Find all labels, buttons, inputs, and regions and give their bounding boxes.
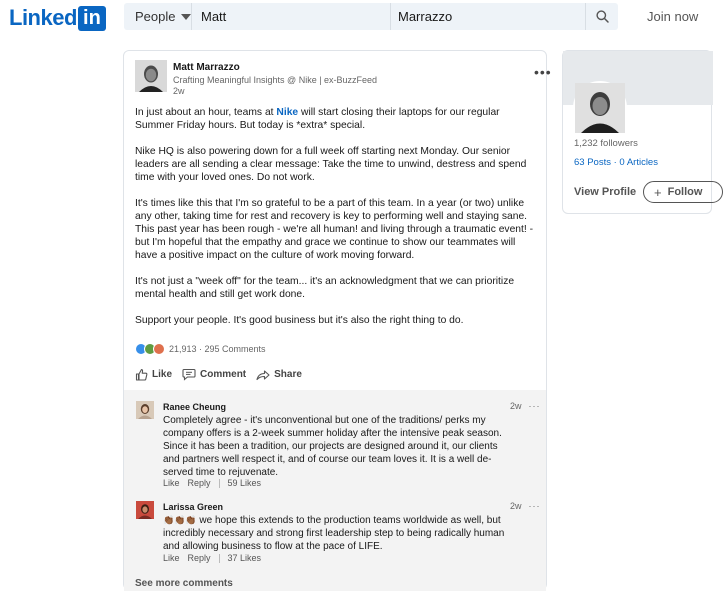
post-paragraph: Nike HQ is also powering down for a full week off starting next Monday. Our senior leaders are all sending a clear message: Take the time to unwind, destress and spend time with your loved ones. Do not work. <box>135 146 527 183</box>
social-counts[interactable]: 21,913 · 295 Comments <box>135 343 266 355</box>
commenter-photo-icon <box>136 401 154 419</box>
comments-section <box>124 390 546 591</box>
share-button-label: Share <box>274 368 302 380</box>
clapping-hands-emoji: 👏🏾👏🏾👏🏾 <box>163 515 197 525</box>
comment-more-icon[interactable]: ··· <box>528 501 541 511</box>
company-mention-link[interactable]: Nike <box>276 107 299 118</box>
post-card <box>123 50 552 590</box>
comment-button[interactable] <box>182 368 246 381</box>
author-name[interactable]: Matt Marrazzo <box>173 62 240 73</box>
followers-count: 1,232 followers <box>574 138 638 149</box>
caret-down-icon <box>181 14 191 20</box>
post-paragraph: It's not just a "week off" for the team... it's an acknowledgment that we can prioritize mental health and still get work done. <box>135 276 515 300</box>
profile-card <box>562 50 712 214</box>
articles-link[interactable]: 0 Articles <box>619 157 658 168</box>
see-more-comments-link[interactable]: See more comments <box>135 578 233 589</box>
share-arrow-icon <box>256 368 270 381</box>
divider <box>219 554 220 563</box>
comment-text: 👏🏾👏🏾👏🏾 we hope this extends to the production teams worldwide as well, but incredibly necessary and strong first leadership step to being radically human and allowing business to flow at the pace of LIFE. <box>163 515 505 552</box>
comments-count[interactable]: 295 Comments <box>204 344 266 354</box>
comment-more-icon[interactable]: ··· <box>528 401 541 411</box>
top-nav-bar <box>0 0 700 40</box>
comment-actions <box>163 553 261 563</box>
comment-actions <box>163 478 261 488</box>
post-header <box>135 60 552 100</box>
linkedin-logo[interactable] <box>9 5 106 31</box>
comment-like-button[interactable]: Like <box>163 553 180 563</box>
author-photo-icon <box>135 60 167 92</box>
love-reaction-icon <box>153 343 165 355</box>
post-paragraph: Support your people. It's good business but it's also the right thing to do. <box>135 315 464 326</box>
post-age: 2w <box>173 86 185 96</box>
last-name-input[interactable]: Marrazzo <box>398 9 453 24</box>
comment-item <box>135 401 541 491</box>
comment-age: 2w ··· <box>510 401 541 411</box>
comment-button-label: Comment <box>200 368 247 380</box>
commenter-avatar[interactable] <box>136 501 154 519</box>
people-search-bar <box>124 3 618 30</box>
profile-avatar[interactable] <box>573 81 627 135</box>
thumbs-up-icon <box>135 368 148 381</box>
comment-icon <box>182 368 196 381</box>
comment-age: 2w ··· <box>510 501 541 511</box>
logo-text: Linked <box>9 5 77 30</box>
post-paragraph: In just about an hour, teams at Nike will start closing their laptops for our regular Summer Friday hours. But today is *extra* special. <box>135 107 500 131</box>
follow-button-label: Follow <box>667 186 703 198</box>
like-button[interactable] <box>135 368 172 381</box>
commenter-photo-icon <box>136 501 154 519</box>
profile-photo-icon <box>575 83 625 133</box>
like-button-label: Like <box>152 368 173 380</box>
search-icon <box>596 10 609 23</box>
comment-reply-button[interactable]: Reply <box>187 553 211 563</box>
author-avatar[interactable] <box>135 60 167 92</box>
comment-text: Completely agree - it's unconventional but one of the traditions/ perks my company offers is a 2-week summer holiday after the intensive peak season. Since it has been a tradition, our projects are designed around it, our clients and partners well respect it, and of course our team loves it. It is a well de-served time to rejuvenate. <box>163 415 502 478</box>
share-button[interactable] <box>256 368 302 381</box>
posts-link[interactable]: 63 Posts <box>574 157 611 168</box>
follow-button[interactable] <box>643 181 723 203</box>
view-profile-button[interactable]: View Profile <box>574 186 637 198</box>
comment-likes-count[interactable]: 59 Likes <box>227 478 262 488</box>
commenter-name[interactable]: Larissa Green <box>163 502 224 512</box>
reactions-count[interactable]: 21,913 <box>169 344 197 354</box>
comment-like-button[interactable]: Like <box>163 478 180 488</box>
divider <box>219 479 220 488</box>
logo-in-badge: in <box>78 6 106 31</box>
search-filter-dropdown[interactable] <box>124 3 192 30</box>
comment-item <box>135 501 541 571</box>
search-filter-label: People <box>135 9 176 24</box>
post-body <box>135 106 539 340</box>
plus-icon: + <box>654 184 662 200</box>
comment-likes-count[interactable]: 37 Likes <box>227 553 262 563</box>
post-actions <box>135 365 312 383</box>
join-now-link[interactable]: Join now <box>647 9 699 24</box>
more-options-icon[interactable]: ••• <box>534 64 552 80</box>
profile-stats: 63 Posts · 0 Articles <box>574 157 658 168</box>
search-button[interactable] <box>585 3 618 30</box>
post-paragraph: It's times like this that I'm so grateful to be a part of this team. In a year (or two) unlike any other, taking time for rest and recovery is key to performing well and staying sane. This past year has been rough - we're all human! and living through a traumatic event! - but I'm hopeful that the empathy and grace we continue to show our teammates will have a positive impact on the culture of work moving forward. <box>135 198 534 261</box>
first-name-input[interactable]: Matt <box>192 3 391 30</box>
commenter-avatar[interactable] <box>136 401 154 419</box>
author-headline: Crafting Meaningful Insights @ Nike | ex-BuzzFeed <box>173 75 378 85</box>
commenter-name[interactable]: Ranee Cheung <box>163 402 227 412</box>
comment-reply-button[interactable]: Reply <box>187 478 211 488</box>
